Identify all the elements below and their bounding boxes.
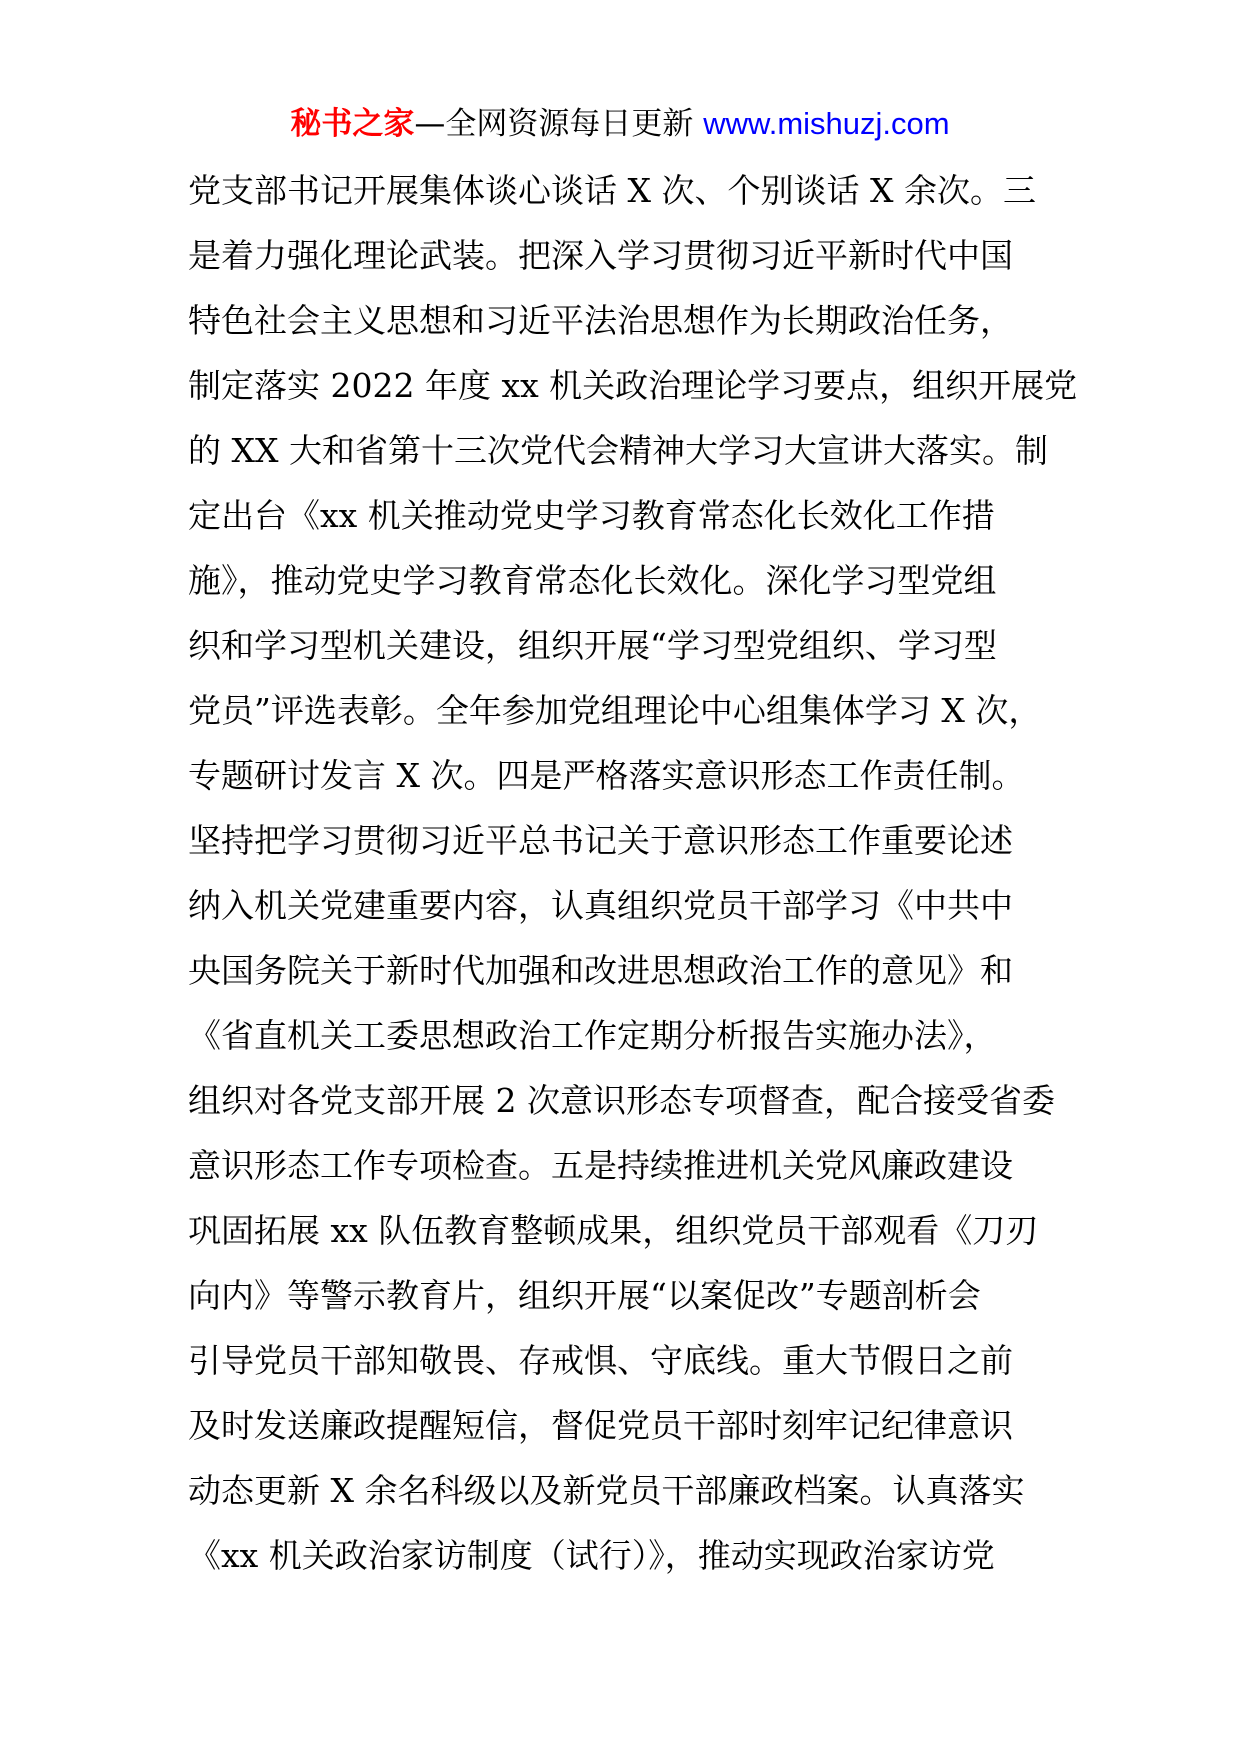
body-line: 党员”评选表彰。全年参加党组理论中心组集体学习 X 次，: [188, 691, 1042, 730]
body-line: 意识形态工作专项检查。五是持续推进机关党风廉政建设: [188, 1146, 1013, 1185]
body-line: 施》，推动党史学习教育常态化长效化。深化学习型党组: [188, 561, 997, 600]
body-line: 专题研讨发言 X 次。四是严格落实意识形态工作责任制。: [188, 756, 1025, 795]
body-line: 《xx 机关政治家访制度（试行）》，推动实现政治家访党: [188, 1536, 995, 1575]
body-line: 定出台《xx 机关推动党史学习教育常态化长效化工作措: [188, 496, 995, 535]
body-line: 引导党员干部知敬畏、存戒惧、守底线。重大节假日之前: [188, 1341, 1013, 1380]
body-line: 特色社会主义思想和习近平法治思想作为长期政治任务，: [188, 301, 1013, 340]
body-line: 《省直机关工委思想政治工作定期分析报告实施办法》，: [188, 1016, 997, 1055]
body-line: 动态更新 X 余名科级以及新党员干部廉政档案。认真落实: [188, 1471, 1025, 1510]
body-line: 巩固拓展 xx 队伍教育整顿成果，组织党员干部观看《刀刃: [188, 1211, 1039, 1250]
body-line: 是着力强化理论武装。把深入学习贯彻习近平新时代中国: [188, 236, 1013, 275]
document-body: [188, 158, 1088, 1588]
body-line: 纳入机关党建重要内容，认真组织党员干部学习《中共中: [188, 886, 1013, 925]
body-line: 党支部书记开展集体谈心谈话 X 次、个别谈话 X 余次。三: [188, 171, 1036, 210]
body-line: 织和学习型机关建设，组织开展“学习型党组织、学习型: [188, 626, 997, 665]
body-line: 向内》等警示教育片，组织开展“以案促改”专题剖析会: [188, 1276, 981, 1315]
body-line: 坚持把学习贯彻习近平总书记关于意识形态工作重要论述: [188, 821, 1013, 860]
brand-name: 秘书之家: [290, 106, 415, 142]
body-line: 及时发送廉政提醒短信，督促党员干部时刻牢记纪律意识: [188, 1406, 1013, 1445]
body-line: 制定落实 2022 年度 xx 机关政治理论学习要点，组织开展党: [188, 366, 1078, 405]
body-line: 的 XX 大和省第十三次党代会精神大学习大宣讲大落实。制: [188, 431, 1048, 470]
header-tagline: —全网资源每日更新: [414, 106, 704, 142]
body-line: 组织对各党支部开展 2 次意识形态专项督查，配合接受省委: [188, 1081, 1055, 1120]
body-line: 央国务院关于新时代加强和改进思想政治工作的意见》和: [188, 951, 1013, 990]
page-header: [0, 104, 1240, 144]
site-url-link[interactable]: www.mishuzj.com: [703, 106, 950, 141]
